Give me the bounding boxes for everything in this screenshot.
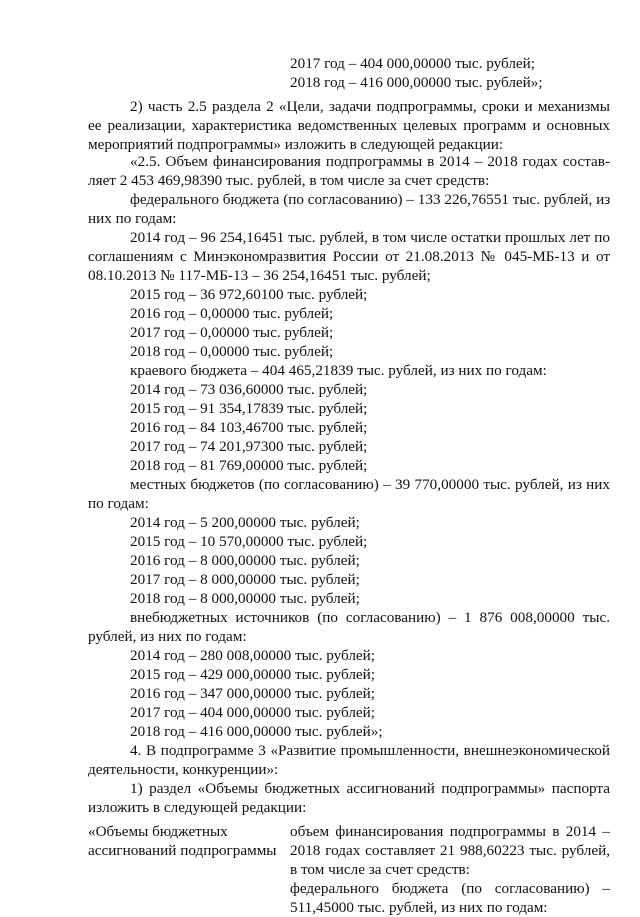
text-line: 2016 год – 0,00000 тыс. рублей; bbox=[130, 305, 334, 322]
text-line: 2014 год – 280 008,00000 тыс. рублей; bbox=[130, 647, 375, 664]
text-line: «Объемы бюджетных bbox=[88, 823, 228, 840]
text-line: 2017 год – 8 000,00000 тыс. рублей; bbox=[130, 571, 360, 588]
text-line: 2016 год – 84 103,46700 тыс. рублей; bbox=[130, 419, 368, 436]
text-line: 2017 год – 0,00000 тыс. рублей; bbox=[130, 324, 334, 341]
text-line: 2015 год – 36 972,60100 тыс. рублей; bbox=[130, 286, 368, 303]
text-line: 2018 год – 0,00000 тыс. рублей; bbox=[130, 343, 334, 360]
text-line: 2015 год – 91 354,17839 тыс. рублей; bbox=[130, 400, 368, 417]
text-line: 2018 год – 416 000,00000 тыс. рублей»; bbox=[130, 723, 383, 740]
text-line: ее реализации, характеристика ведомственных целевых программ и основных bbox=[88, 117, 610, 134]
text-line: внебюджетных источников (по согласованию) – 1 876 008,00000 тыс. bbox=[130, 609, 610, 626]
text-line: соглашениям с Минэкономразвития России от 21.08.2013 № 045-МБ-13 и от bbox=[88, 248, 610, 265]
text-line: изложить в следующей редакции: bbox=[88, 799, 307, 816]
text-line: «2.5. Объем финансирования подпрограммы в 2014 – 2018 годах состав- bbox=[130, 153, 610, 170]
text-line: 2017 год – 404 000,00000 тыс. рублей; bbox=[290, 55, 535, 72]
text-line: 1) раздел «Объемы бюджетных ассигнований подпрограммы» паспорта bbox=[130, 780, 610, 797]
text-line: 2016 год – 347 000,00000 тыс. рублей; bbox=[130, 685, 375, 702]
text-line: 2) часть 2.5 раздела 2 «Цели, задачи подпрограммы, сроки и механизмы bbox=[130, 98, 610, 115]
text-line: 2014 год – 73 036,60000 тыс. рублей; bbox=[130, 381, 368, 398]
text-line: 511,45000 тыс. рублей, из них по годам: bbox=[290, 899, 548, 916]
text-line: 2018 год – 416 000,00000 тыс. рублей»; bbox=[290, 74, 543, 91]
text-line: 2018 год – 8 000,00000 тыс. рублей; bbox=[130, 590, 360, 607]
text-line: по годам: bbox=[88, 495, 149, 512]
text-line: 08.10.2013 № 117-МБ-13 – 36 254,16451 тыс. рублей; bbox=[88, 267, 431, 284]
text-line: деятельности, конкуренции»: bbox=[88, 761, 279, 778]
text-line: 2015 год – 429 000,00000 тыс. рублей; bbox=[130, 666, 375, 683]
text-line: в том числе за счет средств: bbox=[290, 861, 470, 878]
text-line: 2017 год – 74 201,97300 тыс. рублей; bbox=[130, 438, 368, 455]
text-line: 2014 год – 5 200,00000 тыс. рублей; bbox=[130, 514, 360, 531]
text-line: федерального бюджета (по согласованию) – bbox=[290, 880, 610, 897]
text-line: ассигнований подпрограммы bbox=[88, 842, 277, 859]
text-line: рублей, из них по годам: bbox=[88, 628, 247, 645]
text-line: 2015 год – 10 570,00000 тыс. рублей; bbox=[130, 533, 368, 550]
text-line: 2018 годах составляет 21 988,60223 тыс. рублей, bbox=[290, 842, 610, 859]
text-line: ляет 2 453 469,98390 тыс. рублей, в том числе за счет средств: bbox=[88, 172, 490, 189]
text-line: 2016 год – 8 000,00000 тыс. рублей; bbox=[130, 552, 360, 569]
text-line: них по годам: bbox=[88, 210, 177, 227]
text-line: 2018 год – 81 769,00000 тыс. рублей; bbox=[130, 457, 368, 474]
text-line: 2014 год – 96 254,16451 тыс. рублей, в том числе остатки прошлых лет по bbox=[130, 229, 610, 246]
text-line: федерального бюджета (по согласованию) – 133 226,76551 тыс. рублей, из bbox=[130, 191, 611, 208]
text-line: 4. В подпрограмме 3 «Развитие промышленности, внешнеэкономической bbox=[130, 742, 610, 759]
text-line: мероприятий подпрограммы» изложить в следующей редакции: bbox=[88, 136, 504, 153]
text-line: объем финансирования подпрограммы в 2014 – bbox=[290, 823, 610, 840]
text-line: 2017 год – 404 000,00000 тыс. рублей; bbox=[130, 704, 375, 721]
text-line: краевого бюджета – 404 465,21839 тыс. рублей, из них по годам: bbox=[130, 362, 547, 379]
text-line: местных бюджетов (по согласованию) – 39 770,00000 тыс. рублей, из них bbox=[130, 476, 610, 493]
